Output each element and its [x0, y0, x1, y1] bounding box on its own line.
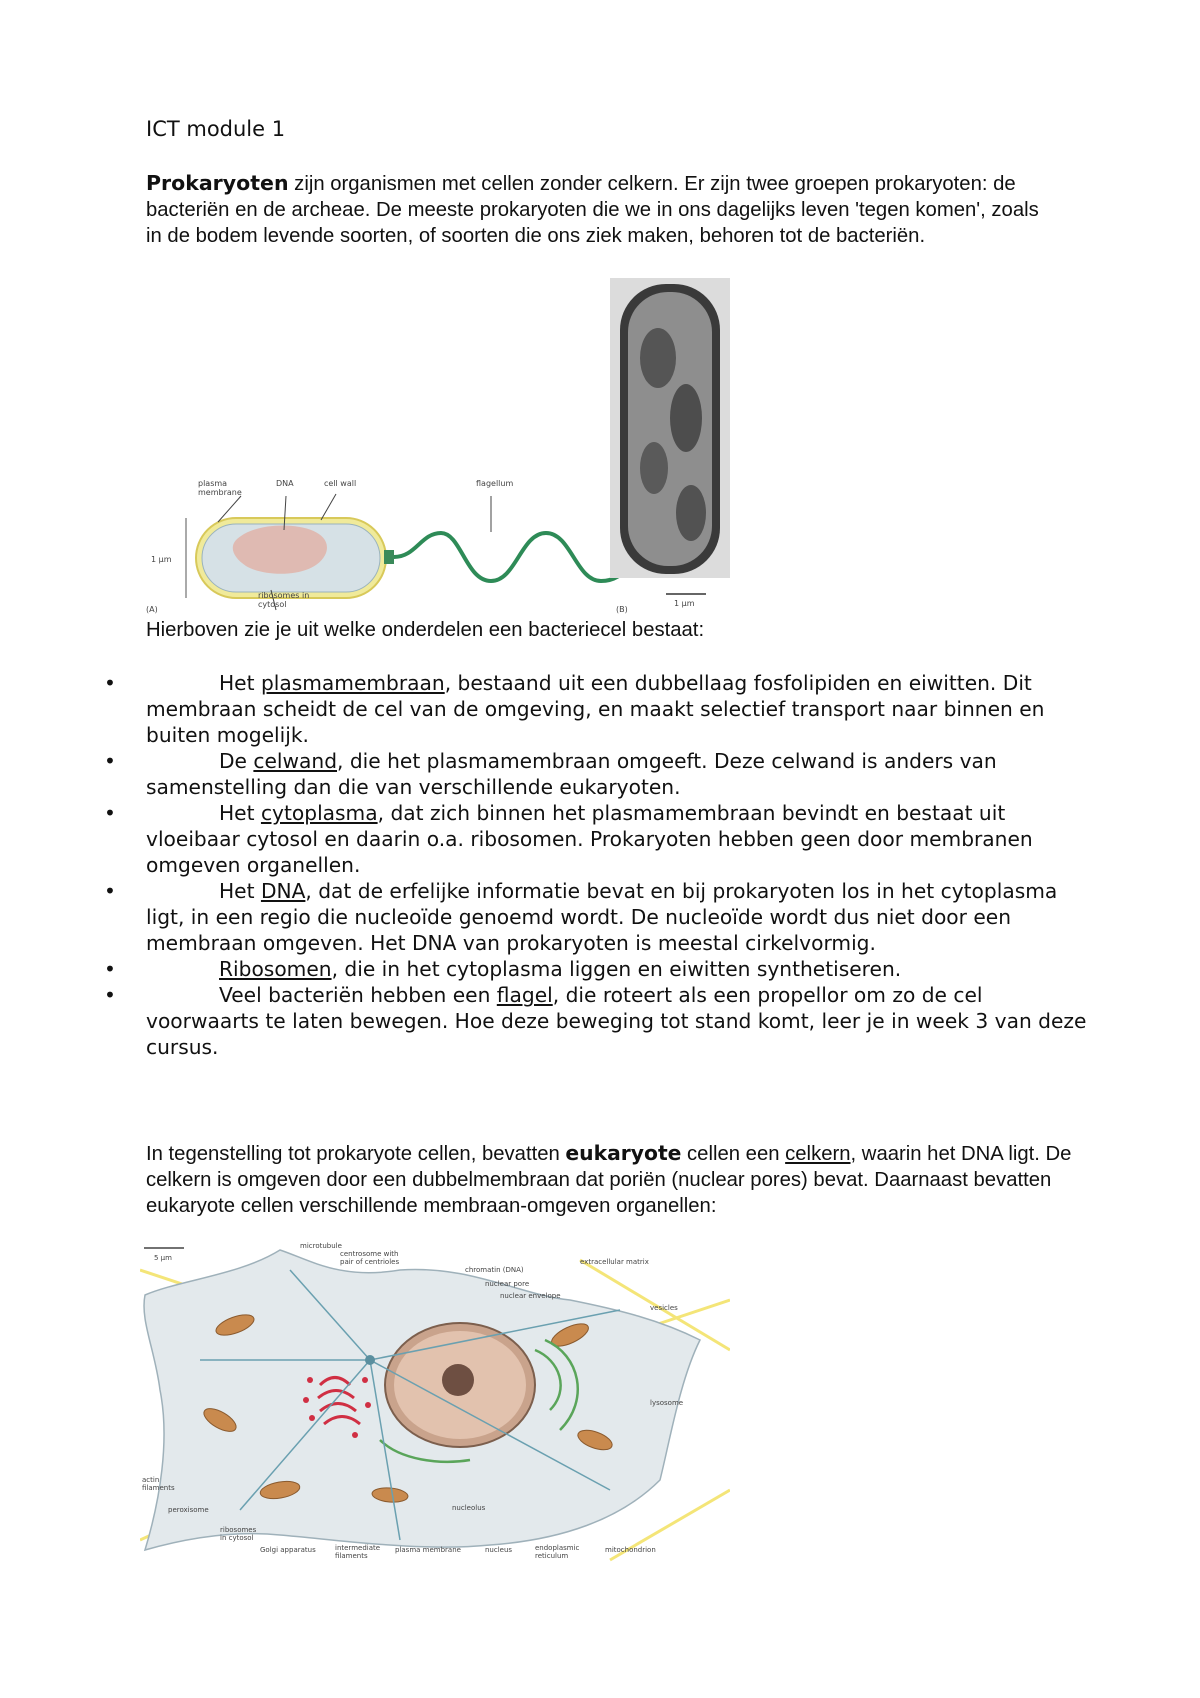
term-plasmamembraan: plasmamembraan — [260, 671, 445, 695]
label-lysosome: lysosome — [650, 1399, 684, 1407]
label-plasma: plasma — [198, 479, 228, 488]
term-cytoplasma: cytoplasma — [260, 801, 378, 825]
label-actin-2: filaments — [142, 1484, 175, 1492]
label-plasma-membrane: plasma membrane — [395, 1546, 461, 1554]
bullet: • — [104, 801, 116, 825]
label-cell-wall: cell wall — [324, 479, 357, 488]
label-intermediate-1: intermediate — [335, 1544, 381, 1552]
label-microtubule: microtubule — [300, 1242, 342, 1250]
label-scale-b: 1 µm — [674, 599, 695, 608]
label-vesicles: vesicles — [650, 1304, 678, 1312]
label-mitochondrion: mitochondrion — [605, 1546, 656, 1554]
term-celwand: celwand — [253, 749, 338, 773]
label-ecm: extracellular matrix — [580, 1258, 649, 1266]
bullet: • — [104, 957, 116, 981]
label-nuclear-pore: nuclear pore — [485, 1280, 530, 1288]
eukaryote-figure — [140, 1240, 730, 1580]
list-item: • Het DNA, dat de erfelijke informatie bevat en bij prokaryoten los in het cytoplasma ligt, in een regio die nucleoïde genoemd wordt. De nucleoïde wordt dus niet door een membraan omgeven. Het DNA van prokaryoten is meestal cirkelvormig. — [104, 879, 1058, 955]
bullet: • — [104, 983, 116, 1007]
label-er-1: endoplasmic — [535, 1544, 580, 1552]
label-golgi: Golgi apparatus — [260, 1546, 316, 1554]
bacterium-diagram — [146, 479, 646, 614]
label-nucleolus: nucleolus — [452, 1504, 486, 1512]
label-actin-1: actin — [142, 1476, 160, 1484]
label-chromatin: chromatin (DNA) — [465, 1266, 524, 1274]
label-intermediate-2: filaments — [335, 1552, 368, 1560]
intro-text: zijn organismen met cellen zonder celkern. Er zijn twee groepen prokaryoten: de bacteriën en de archeae. De meeste prokaryoten die we in ons dagelijks leven 'tegen komen', zoals in de bodem levende soorten, of soorten die ons ziek maken, behoren tot de bacteriën. — [146, 173, 1039, 247]
term-ribosomen: Ribosomen — [219, 957, 332, 981]
list-item: • Het plasmamembraan, bestaand uit een dubbellaag fosfolipiden en eiwitten. Dit membraan scheidt de cel van de omgeving, en maakt selectief transport naar binnen en buiten mogelijk. — [104, 671, 1045, 747]
label-panel-b: (B) — [616, 605, 628, 614]
label-scale: 1 µm — [151, 555, 172, 564]
bacterium-figure — [146, 278, 736, 614]
label-flagellum: flagellum — [476, 479, 514, 488]
term-eukaryote: eukaryote — [565, 1141, 682, 1165]
intro-paragraph — [146, 170, 1056, 249]
label-nuclear-envelope: nuclear envelope — [500, 1292, 561, 1300]
label-centrosome-1: centrosome with — [340, 1250, 399, 1258]
label-scale: 5 µm — [154, 1254, 172, 1262]
cell-parts-list — [0, 670, 1100, 1060]
label-dna: DNA — [276, 479, 294, 488]
bacterium-micrograph — [610, 278, 730, 614]
label-nucleus: nucleus — [485, 1546, 513, 1554]
label-centrosome-2: pair of centrioles — [340, 1258, 400, 1266]
term-flagel: flagel — [496, 983, 553, 1007]
label-ribosomes-1: ribosomes in — [258, 591, 310, 600]
eukaryote-cell-diagram — [140, 1242, 730, 1560]
term-celkern: celkern — [785, 1143, 851, 1165]
label-ribosomes-1: ribosomes — [220, 1526, 257, 1534]
list-item: • Veel bacteriën hebben een flagel, die roteert als een propellor om zo de cel voorwaarts te laten bewegen. Hoe deze beweging tot stand komt, leer je in week 3 van deze cursus. — [104, 983, 1087, 1059]
label-peroxisome: peroxisome — [168, 1506, 209, 1514]
list-item: • Het cytoplasma, dat zich binnen het plasmamembraan bevindt en bestaat uit vloeibaar cytosol en daarin o.a. ribosomen. Prokaryoten hebben geen door membranen omgeven organellen. — [104, 801, 1033, 877]
label-membrane: membrane — [198, 488, 242, 497]
label-er-2: reticulum — [535, 1552, 569, 1560]
bullet: • — [104, 879, 116, 903]
flagellum-shape — [394, 533, 646, 581]
label-ribosomes-2: cytosol — [258, 600, 287, 609]
label-panel-a: (A) — [146, 605, 158, 614]
bullet: • — [104, 749, 116, 773]
list-item: • Ribosomen, die in het cytoplasma liggen en eiwitten synthetiseren. — [104, 957, 902, 981]
document-title: ICT module 1 — [146, 117, 286, 141]
label-ribosomes-2: in cytosol — [220, 1534, 254, 1542]
eukaryote-paragraph: In tegenstelling tot prokaryote cellen, bevatten eukaryote cellen een celkern, waarin het DNA ligt. De celkern is omgeven door een dubbelmembraan dat poriën (nuclear pores) bevat. Daarnaast bevatten eukaryote cellen verschillende membraan-omgeven organellen: — [146, 1141, 1072, 1217]
bullet: • — [104, 671, 116, 695]
term-dna: DNA — [260, 879, 306, 903]
list-item: • De celwand, die het plasmamembraan omgeeft. Deze celwand is anders van samenstelling dan die van verschillende eukaryoten. — [104, 749, 997, 799]
intro-lead-term: Prokaryoten — [146, 171, 289, 195]
figure-caption: Hierboven zie je uit welke onderdelen een bacteriecel bestaat: — [146, 619, 705, 641]
